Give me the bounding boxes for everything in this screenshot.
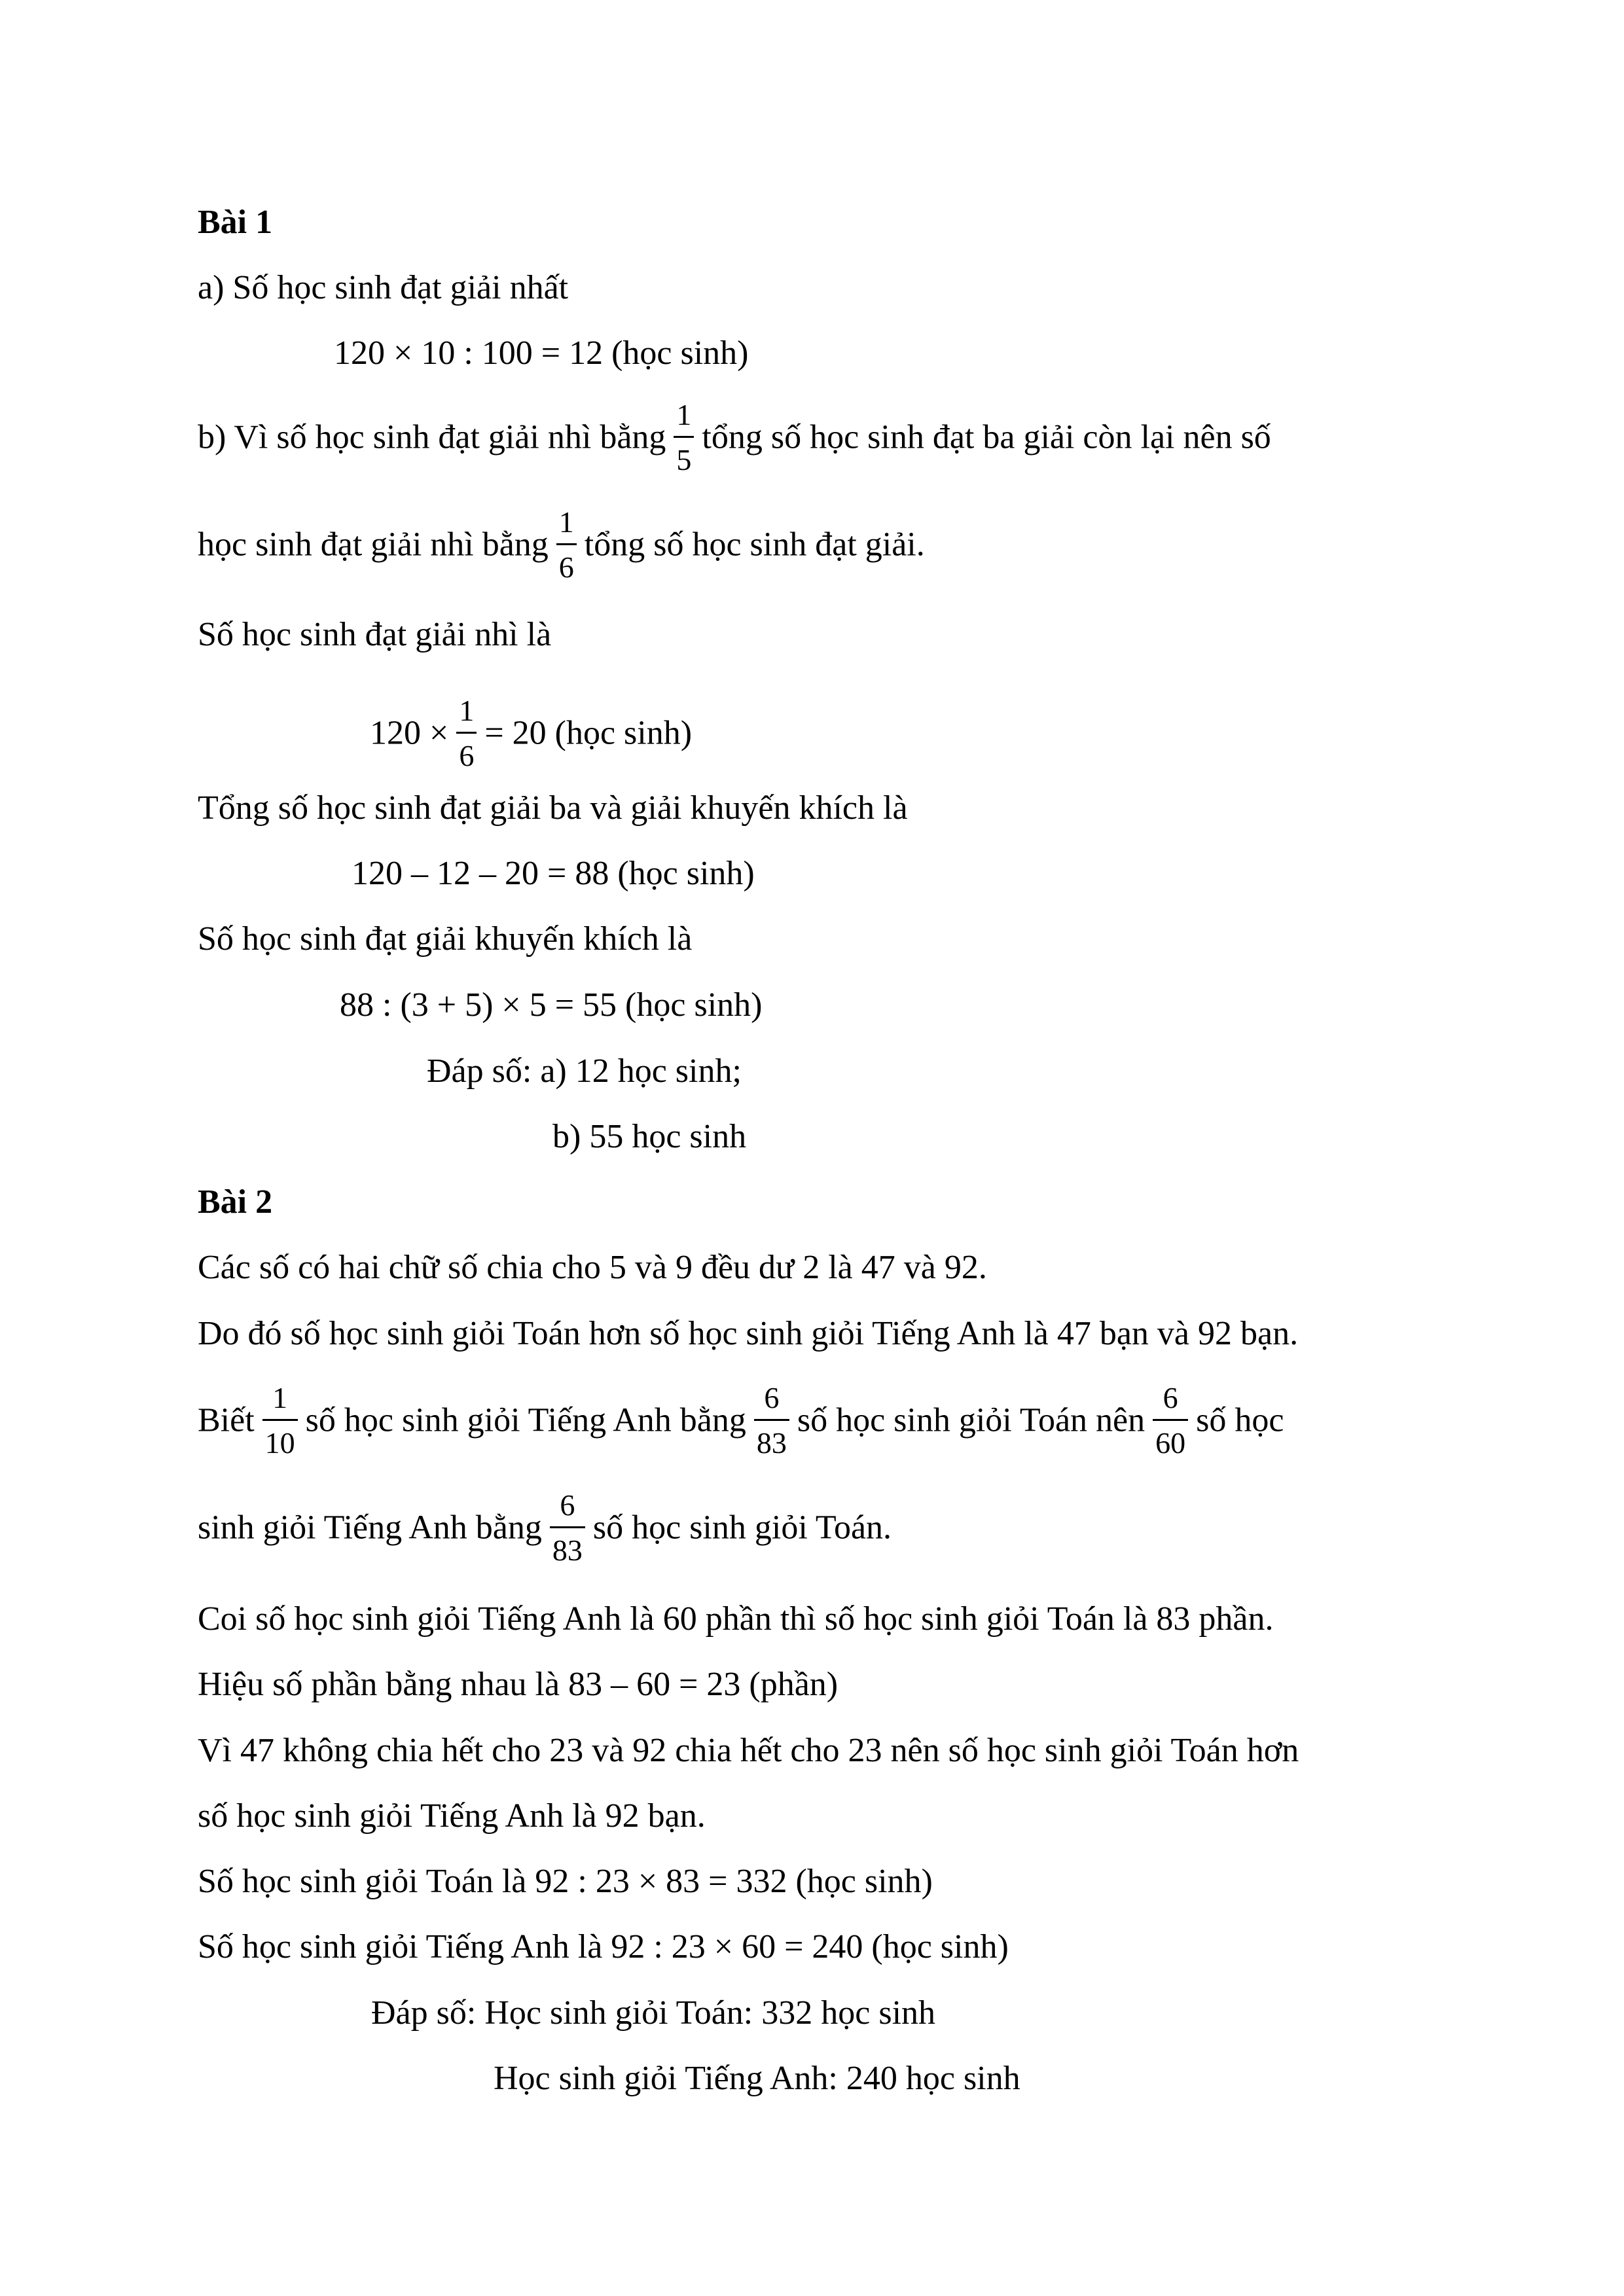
bai2-line1: Các số có hai chữ số chia cho 5 và 9 đều dư 2 là 47 và 92. (198, 1249, 987, 1286)
bai2-line6: Hiệu số phần bằng nhau là 83 – 60 = 23 (phần) (198, 1666, 839, 1703)
bai1-calc2 (370, 696, 692, 776)
bai2-line10: Số học sinh giỏi Tiếng Anh là 92 : 23 × 60 = 240 (học sinh) (198, 1928, 1009, 1965)
text: = 20 (học sinh) (484, 714, 693, 752)
bai1-second-prize-label: Số học sinh đạt giải nhì là (198, 616, 552, 653)
frac-den: 83 (552, 1534, 583, 1567)
frac-den: 6 (459, 739, 475, 772)
bai2-line9: Số học sinh giỏi Toán là 92 : 23 × 83 = 332 (học sinh) (198, 1863, 933, 1900)
frac-den: 83 (756, 1426, 787, 1460)
frac-den: 6 (558, 550, 574, 584)
bai1-part-b-line2 (198, 505, 925, 587)
fraction-6-83 (550, 1488, 585, 1568)
bai1-part-b-line1 (198, 398, 1271, 480)
bai2-heading: Bài 2 (198, 1183, 273, 1221)
text: tổng số học sinh đạt giải. (584, 526, 925, 564)
frac-num: 6 (550, 1488, 585, 1528)
bai2-line8: số học sinh giỏi Tiếng Anh là 92 bạn. (198, 1797, 706, 1835)
text: số học (1196, 1401, 1284, 1439)
bai2-answer2: Học sinh giỏi Tiếng Anh: 240 học sinh (494, 2060, 1020, 2097)
text: số học sinh giỏi Tiếng Anh bằng (305, 1401, 746, 1439)
bai1-calc4: 88 : (3 + 5) × 5 = 55 (học sinh) (340, 986, 763, 1024)
bai2-answer1: Đáp số: Học sinh giỏi Toán: 332 học sinh (371, 1994, 936, 2032)
bai2-line5: Coi số học sinh giỏi Tiếng Anh là 60 phần thì số học sinh giỏi Toán là 83 phần. (198, 1600, 1274, 1638)
text: số học sinh giỏi Toán nên (797, 1401, 1146, 1439)
bai1-third-enc-label: Tổng số học sinh đạt giải ba và giải khuyến khích là (198, 789, 908, 827)
text: tổng số học sinh đạt ba giải còn lại nên số (702, 418, 1271, 456)
text: học sinh đạt giải nhì bằng (198, 526, 549, 564)
fraction-1-6 (556, 505, 577, 584)
text: sinh giỏi Tiếng Anh bằng (198, 1509, 542, 1547)
text: số học sinh giỏi Toán. (592, 1509, 892, 1547)
bai2-line3 (198, 1381, 1284, 1463)
frac-den: 10 (264, 1426, 295, 1460)
bai1-calc3: 120 – 12 – 20 = 88 (học sinh) (352, 855, 755, 892)
text: b) Vì số học sinh đạt giải nhì bằng (198, 418, 666, 456)
bai1-answer2: b) 55 học sinh (552, 1118, 747, 1155)
bai2-line7: Vì 47 không chia hết cho 23 và 92 chia hết cho 23 nên số học sinh giỏi Toán hơn (198, 1732, 1299, 1769)
fraction-1-5 (674, 398, 694, 477)
frac-num: 1 (262, 1381, 298, 1421)
fraction-6-60 (1153, 1381, 1188, 1460)
fraction-6-83 (754, 1381, 789, 1460)
frac-num: 1 (556, 505, 577, 545)
frac-den: 60 (1155, 1426, 1186, 1460)
fraction-1-6-calc (456, 694, 477, 773)
text: Biết (198, 1401, 255, 1439)
frac-num: 6 (1153, 1381, 1188, 1421)
frac-num: 6 (754, 1381, 789, 1421)
bai1-answer1: Đáp số: a) 12 học sinh; (427, 1052, 742, 1090)
frac-num: 1 (456, 694, 477, 734)
text: 120 × (370, 714, 449, 752)
fraction-1-10 (262, 1381, 298, 1460)
bai1-enc-label: Số học sinh đạt giải khuyến khích là (198, 920, 693, 958)
frac-num: 1 (674, 398, 694, 438)
bai1-heading: Bài 1 (198, 204, 273, 241)
frac-den: 5 (676, 443, 692, 476)
bai1-part-a-label: a) Số học sinh đạt giải nhất (198, 269, 569, 306)
bai1-calc1: 120 × 10 : 100 = 12 (học sinh) (334, 334, 749, 372)
bai2-line2: Do đó số học sinh giỏi Toán hơn số học sinh giỏi Tiếng Anh là 47 bạn và 92 bạn. (198, 1315, 1299, 1352)
bai2-line4 (198, 1488, 892, 1570)
